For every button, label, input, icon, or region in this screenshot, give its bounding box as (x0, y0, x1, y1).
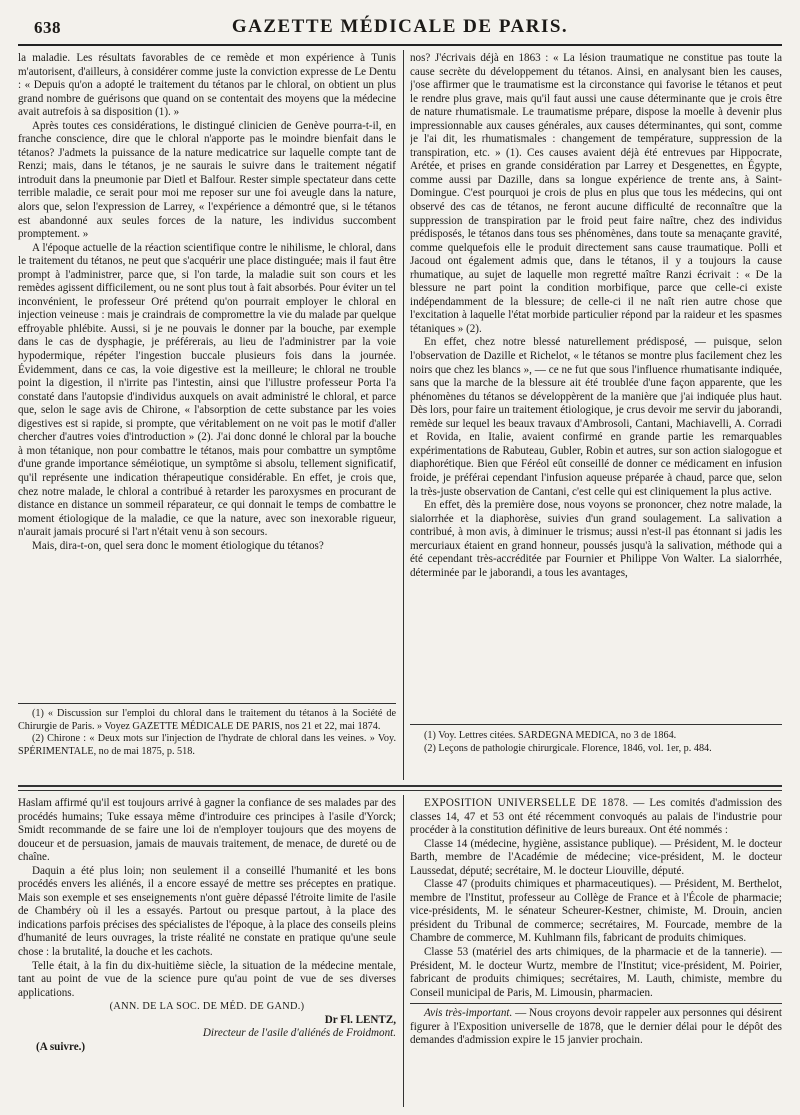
article-column-upper-right (410, 52, 782, 719)
footnotes-upper-left (18, 708, 396, 778)
paragraph: Mais, dira-t-on, quel sera donc le moment étiologique du tétanos? (32, 539, 324, 552)
column-divider-upper (403, 50, 404, 780)
author-title: Directeur de l'asile d'aliénés de Froidmont. (202, 1027, 396, 1040)
notice-heading: Avis très-important. (424, 1007, 513, 1020)
exposition-intro: — Les comités d'admission des classes 14, 47 et 53 ont été récemment convoqués au palais de l'industrie pour procéder à la constitution définitive de leurs bureaux. Ont été nommés : (410, 797, 782, 837)
class-entry: Classe 53 (matériel des arts chimiques, de la pharmacie et de la tannerie). — Président, M. le docteur Wurtz, membre de l'Institut; vice-président, M. Poirier, fabricant de produits chimiques; secrétaires, M. Lauth, chimiste, membre du Conseil municipal de Paris, M. Limousin, pharmacien. (410, 946, 782, 999)
article-column-lower-left (18, 797, 396, 1107)
paragraph: En effet, dès la première dose, nous voyons se prononcer, chez notre malade, la sialorrhée et la diaphorèse, suivies d'un grand soulagement. La salivation a contribué, à mon avis, à diminuer le trismus; aussi n'est-il pas étonnant si jadis les mercuriaux étaient en grand honneur, poussés jusqu'à la salivation, méthode qui a été cependant très-accréditée par Fournier et Philippe Von Walter. La sialorrhée, déterminée par le jaborandi, a tous les avantages, (410, 499, 782, 579)
footnote: (1) « Discussion sur l'emploi du chloral dans le traitement du tétanos à la Société de Chirurgie de Paris. » Voyez GAZETTE MÉDICALE DE PARIS, nos 21 et 22, mai 1874. (18, 708, 396, 732)
news-column-lower-right (410, 797, 782, 1107)
paragraph: Après toutes ces considérations, le distingué clinicien de Genève pourra-t-il, en franche conscience, dire que le chloral n'apporte pas le moindre bienfait dans le tétanos? J'admets la puissance de la nature medicatrice sur laquelle compte tant de Renzi; mais, dans le tétanos, je ne saurais le suivre dans le traitement négatif introduit dans la pneumonie par Dietl et Balfour. Rester simple spectateur dans cette terrible maladie, ce serait pour moi me reposer sur une foi aveugle dans la nature, alors que, selon l'expression de Larrey, « l'expérience a démontré que, si le tétanos est abandonné aux seules forces de la nature, les individus succombent promptement. » (18, 119, 396, 241)
page-header (18, 12, 782, 42)
footnote-rule-right (410, 724, 782, 725)
paragraph: Haslam affirmé qu'il est toujours arrivé à gagner la confiance de ses malades par des procédés humains; Tuke essaya même d'introduire ces principes à l'asile d'Yorck; Smidt recommande de se faire une loi de n'employer toujours que des moyens de douceur et de persuasion, jamais de mauvais traitement, de menace, de dureté ou de chaîne. (18, 797, 396, 864)
article-column-upper-left (18, 52, 396, 699)
paragraph: Telle était, à la fin du dix-huitième siècle, la situation de la médecine mentale, tant au point de vue de la science pure qu'au point de vue de ses diverses applications. (18, 959, 396, 999)
exposition-notice (410, 797, 782, 838)
exposition-heading: EXPOSITION UNIVERSELLE DE 1878. (424, 797, 629, 809)
class-entry: Classe 47 (produits chimiques et pharmaceutiques). — Président, M. Berthelot, membre de l'Institut, professeur au Collège de France et à l'École de pharmacie; vice-présidents, M. le sénateur Scheurer-Kestner, chimiste, M. Drouin, ancien président du Tribunal de commerce; secrétaires, M. Fourcade, membre de la Chambre de commerce, M. Kuhlmann fils, fabricant de produits chimiques. (410, 878, 782, 945)
notice-rule (410, 1003, 782, 1004)
header-rule (18, 44, 782, 46)
footnote-rule-left (18, 703, 396, 704)
footnote: (2) Chirone : « Deux mots sur l'injection de l'hydrate de chloral dans les veines. » Voy. SPÉRIMENTALE, no de mai 1875, p. 518. (18, 733, 396, 757)
paragraph: Daquin a été plus loin; non seulement il a conseillé l'humanité et les bons procédés envers les aliénés, il a encore essayé de mettre ses préceptes en pratique. Mais son exemple et ses enseignements n'ont guère dépassé l'étroite limite de l'asile de Chambéry où il les a essayés. Partout ou presque partout, à la place des indications parfois précises des spécialistes de l'époque, à la place des conseils pleins d'humanité de leurs ouvrages, la triste réalité ne constate en pratique qu'une seule chose : la brutalité, la douche et les cachots. (18, 864, 396, 959)
page-number: 638 (34, 18, 61, 37)
notice-text: — Nous croyons devoir rappeler aux personnes qui désirent figurer à l'Exposition universelle de 1878, que le dernier délai pour le dépôt des demandes d'admission expire le 15 janvier prochain. (410, 1007, 782, 1047)
to-be-continued: (A suivre.) (36, 1040, 86, 1053)
paragraph: En effet, chez notre blessé naturellement prédisposé, — puisque, selon l'observation de Dazille et Richelot, « le tétanos se montre plus facilement chez les noirs que chez les blancs », — ce ne fut que sous l'influence rhumatisante indiquée, sans que la marche de la blessure ait été troublée d'une façon apparente, que les phénomènes du tétanos se développèrent de la manière que j'ai indiquée plus haut. Dès lors, pour faire un traitement étiologique, je crus devoir me servir du jaborandi, remède sur lequel les beaux travaux d'Ambrosoli, Cantani, Machiavelli, A. Corradi et Rovida, en Italie, avaient confirmé en grande partie les remarquables expérimentations de Rabuteau, Gubler, Robin et autres, sur son action sialogogue et diaphorétique. Bien que Féréol eût conseillé de donner ce médicament en infusion froide, je préférai cependant l'infusion aqueuse préparée à chaud, parce que, selon la très-juste observation de Cantani, c'est celle qui est cliniquement la plus active. (410, 336, 782, 498)
paragraph: la maladie. Les résultats favorables de ce remède et mon expérience à Tunis m'autorisent, d'ailleurs, à considérer comme juste la conviction expresse de Le Dentu : « Depuis qu'on a adopté le traitement du tétanos par le chloral, on obtient un plus grand nombre de guérisons que quand on se contentait des moyens que la médecine avait autrefois à sa disposition (1). » (18, 52, 396, 119)
paragraph: A l'époque actuelle de la réaction scientifique contre le nihilisme, le chloral, dans le traitement du tétanos, ne peut que s'acquérir une place distinguée; mais il faut être prompt à l'administrer, parce que, si l'on tarde, la maladie suit son cours et les remèdes agissent difficilement, ou ne sont plus tout à fait absorbés. Pour éviter un tel inconvénient, le professeur Oré prétend qu'on pourrait employer le chloral en injection veineuse : mais je craindrais de compromettre la vie du malade par quelque effroyable phlébite. Aussi, si je ne pouvais le donner par la bouche, par exemple dans le cas de dysphagie, je préférerais, au lieu de l'administrer par la voie hypodermique, répéter l'ingestion buccale plusieurs fois dans la journée. Évidemment, dans ce cas, la voie digestive est la meilleure; le chloral ne trouble point la digestion, il n'irrite pas l'intestin, ainsi que l'illustre professeur Porta l'a constaté dans l'autopsie d'individus auxquels on avait administré le chloral, et parce que, selon le sage avis de Chirone, « l'absorption de cette substance par les voies digestives est si rapide, si prompte, que véritablement on ne voit pas le motif d'aller chercher d'autres voies d'introduction » (2). J'ai donc donné le chloral par la bouche à mon tétanique, non pour combattre le tétanos, mais pour combattre un symptôme d'une grande importance séméiotique, un symptôme si absolu, tellement significatif, qu'il représente une indication thérapeutique considérable. En effet, je crois que, chez notre malade, le chloral a contribué à retarder les paroxysmes en procurant de distance en distance un sommeil réparateur, ce qui donnait le temps de combattre le moment étiologique de la maladie, ce que la nature, avec son inexorable rigueur, n'aurait jamais procuré si l'art n'était venu à son secours. (18, 241, 396, 539)
journal-title: GAZETTE MÉDICALE DE PARIS. (231, 16, 569, 37)
paragraph: nos? J'écrivais déjà en 1863 : « La lésion traumatique ne constitue pas toute la cause secrète du développement du tétanos. Ainsi, en analysant bien les causes, j'ose affirmer que le traumatisme est la circonstance qui favorise le tétanos et peut le rendre plus grave, mais qu'il faut aussi une cause déterminante que je crois être de nature rhumatismale. Le traumatisme prépare, dispose la moelle à devenir plus impressionnable aux causes générales, aux causes déterminantes, qui sont, comme je l'ai dit, les rhumatismales : changement de température, suppression de la transpiration, etc. » (1). Ces causes avaient déjà été entrevues par Hippocrate, Arétée, et prises en grande considération par Larrey et Desgenettes, en Égypte, comme aussi par Dazille, dans sa longue expérience de trente ans, à Saint-Domingue. C'est pourquoi je crois de plus en plus que tous les médecins, qui ont observé des cas de tétanos, ne feront aucune difficulté de reconnaître que la suppression de transpiration par le froid peut faire naître, chez des individus prédisposés, le tétanos dans tous ses phénomènes, dans toute sa menaçante gravité, comme quelquefois elle le produit directement sans cause traumatique. Polli et Jacoud ont également admis que, dans le tétanos, il y a toujours la cause rhumatique, au sujet de laquelle mon regretté maître Ranzi écrivait : « De la blessure ne part point la condition morbifique, parce que celle-ci existe indépendamment de la blessure; de celle-ci il ne naît rien autre chose que l'excitation à laquelle l'état morbide particulier répond par la raideur et les spasmes tétaniques » (2). (410, 52, 782, 335)
author-signature: Dr Fl. LENTZ, (324, 1013, 396, 1026)
footnote: (2) Leçons de pathologie chirurgicale. Florence, 1846, vol. 1er, p. 484. (424, 742, 712, 754)
footnotes-upper-right (410, 730, 782, 780)
section-divider (18, 785, 782, 787)
footnote: (1) Voy. Lettres citées. SARDEGNA MEDICA, no 3 de 1864. (424, 730, 677, 741)
important-notice (410, 1007, 782, 1048)
affiliation: (ANN. DE LA SOC. DE MÉD. DE GAND.) (109, 1001, 305, 1013)
section-divider-thin (18, 790, 782, 791)
class-entry: Classe 14 (médecine, hygiène, assistance publique). — Président, M. le docteur Barth, membre de l'Académie de médecine; vice-président, M. le docteur Laussedat, député; secrétaire, M. le docteur Liouville, député. (410, 837, 782, 877)
column-divider-lower (403, 795, 404, 1107)
